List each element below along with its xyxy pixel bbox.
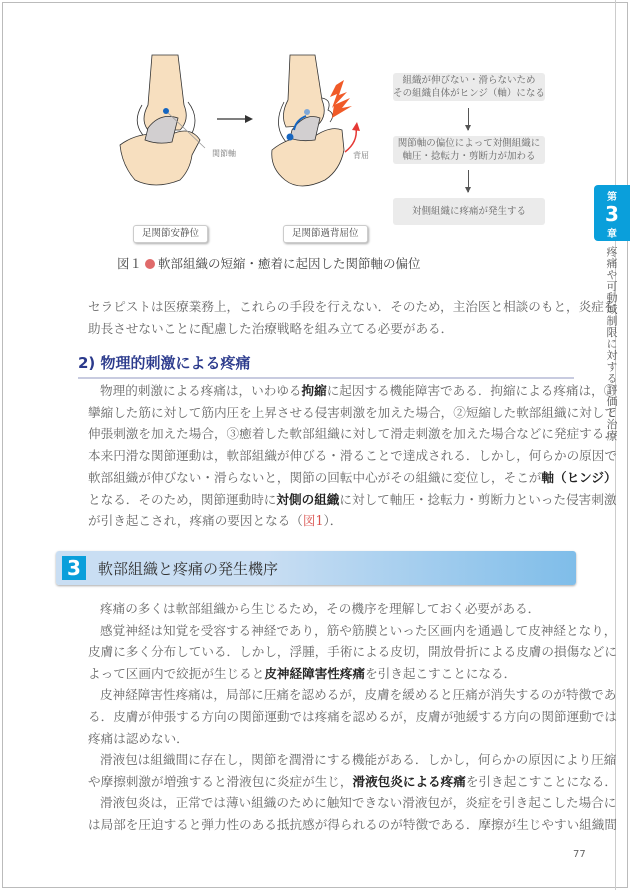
chapter-number: 3 (605, 202, 619, 226)
text-line (88, 467, 617, 486)
text-line (88, 641, 617, 660)
text-line (88, 814, 617, 833)
text-run: 皮神経障害性疼痛は，局部に圧痛を認めるが，皮膚を緩めると圧痛が消失するのが特徴であ (100, 687, 617, 703)
text-run: 助長させないことに配慮した治療戦略を組み立てる必要がある． (88, 320, 454, 336)
text-run: 皮膚に多く分布している．しかし，浮腫，手術による皮切，開放骨折による皮膚の損傷などに (88, 644, 617, 660)
text-run: に対して軸圧・捻転力・剪断力といった侵害刺激 (339, 491, 617, 507)
text-line (88, 510, 562, 529)
text-run: 物理的刺激による疼痛は，いわゆる (100, 383, 302, 398)
text-line (88, 445, 617, 464)
flow-text: 軸圧・捻転力・剪断力が加わる (402, 151, 536, 162)
dorsiflexion-arrow-icon (352, 122, 360, 131)
text-run: や摩擦刺激が増強すると滑液包に炎症が生じ， (88, 773, 353, 789)
text-run: 滑液包は組織間に存在し，関節を潤滑にする機能がある．しかし，何らかの原因により圧縮 (100, 752, 617, 768)
text-run: を引き起こすことになる． (365, 665, 517, 681)
heading-underline (78, 377, 574, 379)
text-run: セラピストは医療業務上，これらの手段を行えない．そのため，主治医と相談のもと，炎症を (88, 299, 617, 314)
text-line (100, 620, 617, 639)
text-run: 疼痛は認めない． (88, 730, 189, 746)
text-run: よって区画内で絞扼が生じると (88, 665, 265, 681)
figure-link[interactable]: 図1 (302, 513, 324, 529)
joint-axis-label: 関節軸 (212, 149, 236, 158)
text-line (88, 296, 617, 315)
text-line (88, 489, 617, 508)
flow-arrow (468, 108, 469, 130)
chapter-prefix: 第 (607, 192, 617, 203)
bold-term: 滑液包炎による疼痛 (352, 773, 466, 789)
text-run: となる．そのため，関節運動時に (88, 491, 277, 507)
flow-text: その組織自体がヒンジ（軸）になる (393, 88, 545, 99)
text-line (88, 728, 562, 747)
joint-axis-dot (163, 108, 169, 114)
dorsiflexed-position-label: 足関節過背屈位 (283, 225, 368, 243)
flow-box-3 (393, 198, 545, 225)
dorsiflexion-label: 背屈 (353, 151, 369, 160)
section-number: 3 (62, 556, 86, 580)
text-run: は局部を圧迫すると弾力性のある抵抗感が得られるのが特徴である．摩擦が生じやすい組織間 (88, 817, 617, 832)
bold-term: 軸（ヒンジ） (541, 469, 617, 485)
ankle-illustration (60, 30, 380, 230)
flow-arrow (468, 170, 469, 192)
text-line (100, 749, 617, 768)
bold-term: 皮神経障害性疼痛 (264, 665, 366, 681)
text-run: が引き起こされ，疼痛の要因となる（ (88, 513, 303, 529)
chapter-suffix: 章 (607, 229, 617, 240)
text-line (88, 771, 617, 790)
text-run: を引き起こすことになる． (465, 773, 617, 789)
text-run: 疼痛の多くは軟部組織から生じるため，その機序を理解しておく必要がある． (100, 601, 541, 616)
figure-caption (117, 254, 421, 272)
text-run: 本来円滑な関節運動は，軟部組織が伸びる・滑ることで達成される．しかし，何らかの原因で (88, 448, 617, 464)
text-line (88, 402, 617, 421)
section-banner (56, 551, 576, 585)
flow-text: 関節軸の偏位によって対側組織に (397, 138, 541, 149)
caption-text: 軟部組織の短縮・癒着に起因した関節軸の偏位 (158, 256, 421, 271)
text-line (88, 423, 617, 442)
text-run: に起因する機能障害である．拘縮による疼痛は，① (326, 383, 617, 398)
ankle-rest (120, 55, 236, 185)
text-line (100, 684, 617, 703)
flow-box-1 (393, 73, 545, 101)
text-run: 感覚神経は知覚を受容する神経であり，筋や筋膜といった区画内を通過して皮神経となり， (100, 622, 617, 638)
caption-number: 図１ (117, 256, 143, 271)
text-line (100, 598, 562, 617)
text-line (100, 380, 617, 399)
caption-bullet-icon (145, 259, 155, 269)
text-line (88, 318, 562, 337)
text-line (100, 792, 617, 811)
text-run: ）． (323, 513, 343, 529)
page-number: 77 (573, 849, 586, 860)
chapter-title: 疼痛や可動域制限に対する評価と治療 (605, 246, 618, 442)
text-run: る．皮膚が伸張する方向の関節運動では疼痛を認めるが，皮膚が弛緩する方向の関節運動では (88, 709, 617, 724)
rest-position-label: 足関節安静位 (133, 225, 208, 243)
flow-box-2 (393, 136, 545, 164)
shifted-axis-dot (287, 134, 294, 141)
subsection-heading: 2) 物理的刺激による疼痛 (78, 354, 251, 372)
transition-arrow (217, 115, 253, 123)
text-line (88, 706, 617, 725)
text-run: 軟部組織が伸びない・滑らないと，関節の回転中心がその組織に変位し，そこが (88, 469, 542, 485)
text-run: 攣縮した筋に対して筋内圧を上昇させる侵害刺激を加えた場合，②短縮した軟部組織に対して (88, 404, 617, 420)
flow-text: 組織が伸びない・滑らないため (402, 75, 536, 86)
flow-text: 対側組織に疼痛が発生する (411, 206, 526, 217)
text-run: 伸張刺激を加えた場合，③癒着した軟部組織に対して滑走刺激を加えた場合などに発症する． (88, 426, 617, 442)
bold-term: 拘縮 (301, 383, 327, 398)
section-title: 軟部組織と疼痛の発生機序 (98, 560, 279, 578)
chapter-tab[interactable] (594, 185, 630, 241)
text-line (88, 663, 562, 682)
text-run: 滑液包炎は，正常では薄い組織のために触知できない滑液包が，炎症を引き起こした場合に (100, 795, 617, 811)
bold-term: 対側の組織 (276, 491, 340, 507)
ankle-dorsiflexed (272, 55, 369, 186)
